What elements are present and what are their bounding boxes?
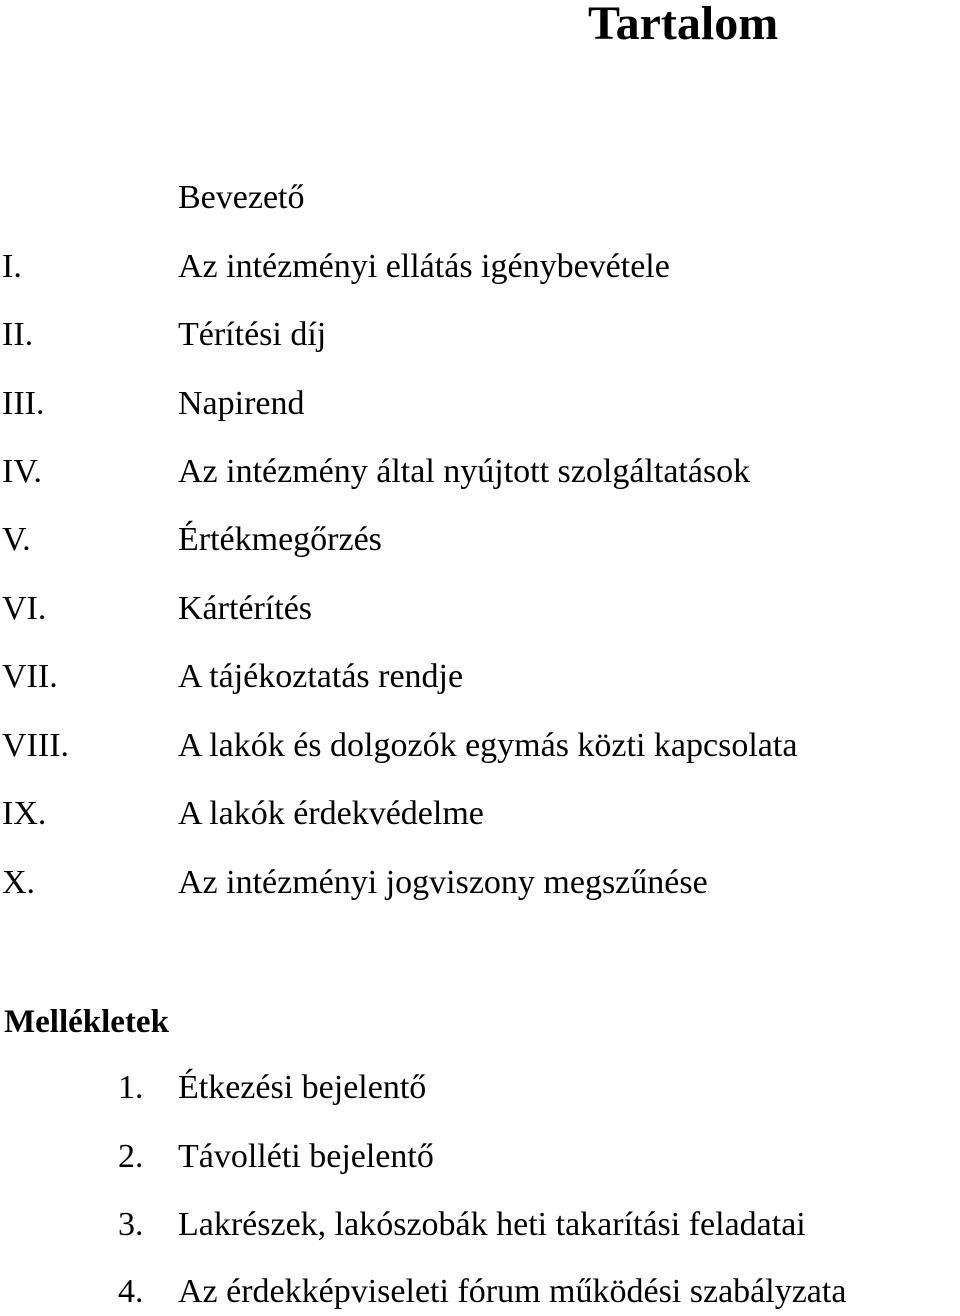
annex-number: 2.: [118, 1138, 144, 1175]
annex-item-1: [0, 1066, 960, 1110]
toc-entry-1: [0, 245, 960, 289]
toc-entry-2: [0, 313, 960, 357]
toc-entry-number: IV.: [2, 453, 42, 490]
annex-title: Távolléti bejelentő: [178, 1138, 434, 1175]
toc-entry-title: Az intézmény által nyújtott szolgáltatások: [178, 453, 751, 490]
annex-item-3: [0, 1203, 960, 1247]
toc-entry-intro: [0, 176, 960, 220]
toc-entry-title: Értékmegőrzés: [178, 521, 382, 558]
toc-entry-title: Bevezető: [178, 179, 305, 216]
toc-entry-number: V.: [2, 521, 31, 558]
toc-entry-7: [0, 655, 960, 699]
annex-item-4: [0, 1270, 960, 1314]
toc-entry-number: II.: [2, 316, 34, 353]
annex-item-2: [0, 1135, 960, 1179]
toc-entry-4: [0, 450, 960, 494]
toc-entry-number: X.: [2, 864, 36, 901]
annex-title: Étkezési bejelentő: [178, 1069, 427, 1106]
toc-entry-8: [0, 724, 960, 768]
toc-entry-title: A lakók érdekvédelme: [178, 795, 484, 832]
toc-entry-title: A lakók és dolgozók egymás közti kapcsolata: [178, 727, 798, 764]
annex-title: Az érdekképviseleti fórum működési szabályzata: [178, 1273, 847, 1310]
toc-entry-title: Kártérítés: [178, 590, 313, 627]
toc-entry-number: VII.: [2, 658, 58, 695]
toc-entry-number: IX.: [2, 795, 47, 832]
toc-entry-title: A tájékoztatás rendje: [178, 658, 464, 695]
toc-entry-5: [0, 518, 960, 562]
toc-entry-number: VI.: [2, 590, 47, 627]
toc-entry-title: Térítési díj: [178, 316, 327, 353]
toc-entry-number: I.: [2, 248, 22, 285]
toc-entry-3: [0, 382, 960, 426]
toc-entry-10: [0, 861, 960, 905]
annex-number: 3.: [118, 1206, 144, 1243]
toc-entry-9: [0, 792, 960, 836]
annex-title: Lakrészek, lakószobák heti takarítási feladatai: [178, 1206, 806, 1243]
annex-number: 4.: [118, 1273, 144, 1310]
annex-number: 1.: [118, 1069, 144, 1106]
toc-entry-6: [0, 587, 960, 631]
toc-entry-title: Az intézményi ellátás igénybevétele: [178, 248, 670, 285]
annexes-heading: Mellékletek: [4, 1004, 169, 1040]
toc-entry-number: III.: [2, 385, 45, 422]
toc-entry-number: VIII.: [2, 727, 70, 764]
toc-entry-title: Az intézményi jogviszony megszűnése: [178, 864, 708, 901]
page-title: Tartalom: [588, 0, 779, 50]
toc-entry-title: Napirend: [178, 385, 305, 422]
